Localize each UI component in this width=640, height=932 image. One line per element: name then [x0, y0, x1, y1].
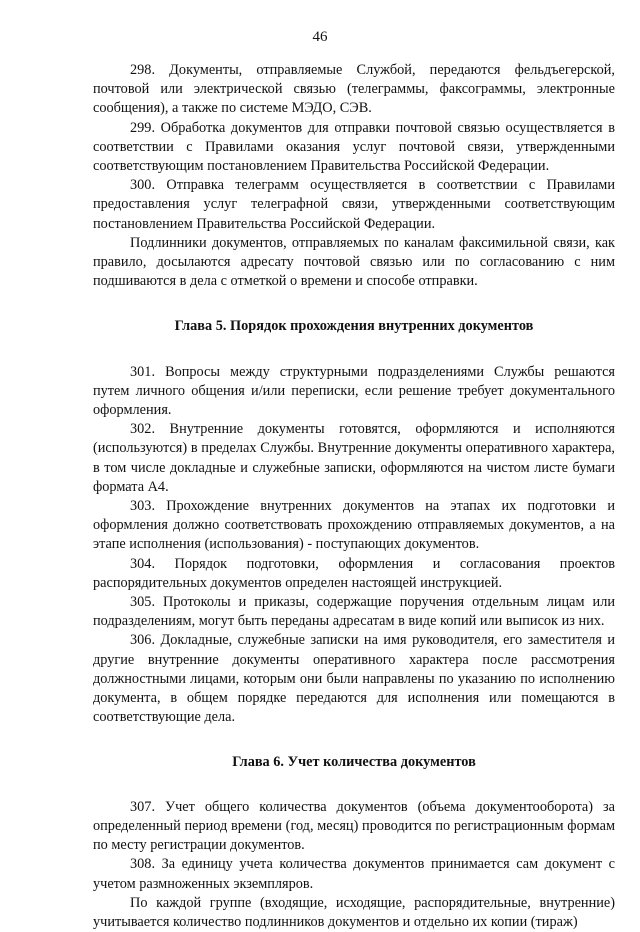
paragraph-304: 304. Порядок подготовки, оформления и согласования проектов распорядительных документов определен настоящей инструкцией.: [93, 555, 615, 591]
paragraph-306: 306. Докладные, служебные записки на имя руководителя, его заместителя и другие внутренние документы оперативного характера после рассмотрения должностными лицами, которым они были направлены по указанию по исполнению документа, в общем порядке передаются для исполнения или помещаются в соответствующие дела.: [93, 632, 615, 726]
paragraph-305: 305. Протоколы и приказы, содержащие поручения отдельным лицам или подразделениям, могут быть переданы адресатам в виде копий или выписок из них.: [93, 594, 615, 630]
paragraph-303: 303. Прохождение внутренних документов на этапах их подготовки и оформления должно соответствовать прохождению отправляемых документов, а на этапе исполнения (использования) - поступающих документов.: [93, 498, 615, 553]
paragraph-307: 307. Учет общего количества документов (объема документооборота) за определенный период времени (год, месяц) проводится по регистрационным формам по месту регистрации документов.: [93, 798, 615, 854]
document-body: [93, 61, 615, 932]
chapter-5-heading: Глава 5. Порядок прохождения внутренних документов: [174, 318, 534, 335]
paragraph-300: 300. Отправка телеграмм осуществляется в соответствии с Правилами предоставления услуг телеграфной связи, утвержденными соответствующим постановлением Правительства Российской Федерации.: [93, 177, 615, 232]
paragraph-308: 308. За единицу учета количества документов принимается сам документ с учетом размноженных экземпляров.: [93, 856, 615, 892]
paragraph-298: 298. Документы, отправляемые Службой, передаются фельдъегерской, почтовой или электрической связью (телеграммы, факсограммы, электронные сообщения), а также по системе МЭДО, СЭВ.: [93, 62, 615, 117]
paragraph-301: 301. Вопросы между структурными подразделениями Службы решаются путем личного общения и/или переписки, если решение требует документального оформления.: [93, 363, 615, 419]
paragraph-302: 302. Внутренние документы готовятся, оформляются и исполняются (используются) в пределах Службы. Внутренние документы оперативного характера, в том числе докладные и служебные записки, оформляются на чистом листе бумаги формата А4.: [93, 421, 615, 495]
page-number: 46: [312, 29, 328, 45]
paragraph-fax-originals: Подлинники документов, отправляемых по каналам факсимильной связи, как правило, досылаются адресату почтовой связью или по согласованию с ним подшиваются в дела с отметкой о времени и способе отправки.: [93, 234, 615, 290]
paragraph-groups-count: По каждой группе (входящие, исходящие, распорядительные, внутренние) учитывается количество подлинников документов и отдельно их копии (тираж): [93, 894, 615, 930]
chapter-6-heading: Глава 6. Учет количества документов: [232, 753, 476, 770]
paragraph-299: 299. Обработка документов для отправки почтовой связью осуществляется в соответствии с Правилами оказания услуг почтовой связи, утвержденными соответствующим постановлением Правительства Российской Федерации.: [93, 119, 615, 175]
